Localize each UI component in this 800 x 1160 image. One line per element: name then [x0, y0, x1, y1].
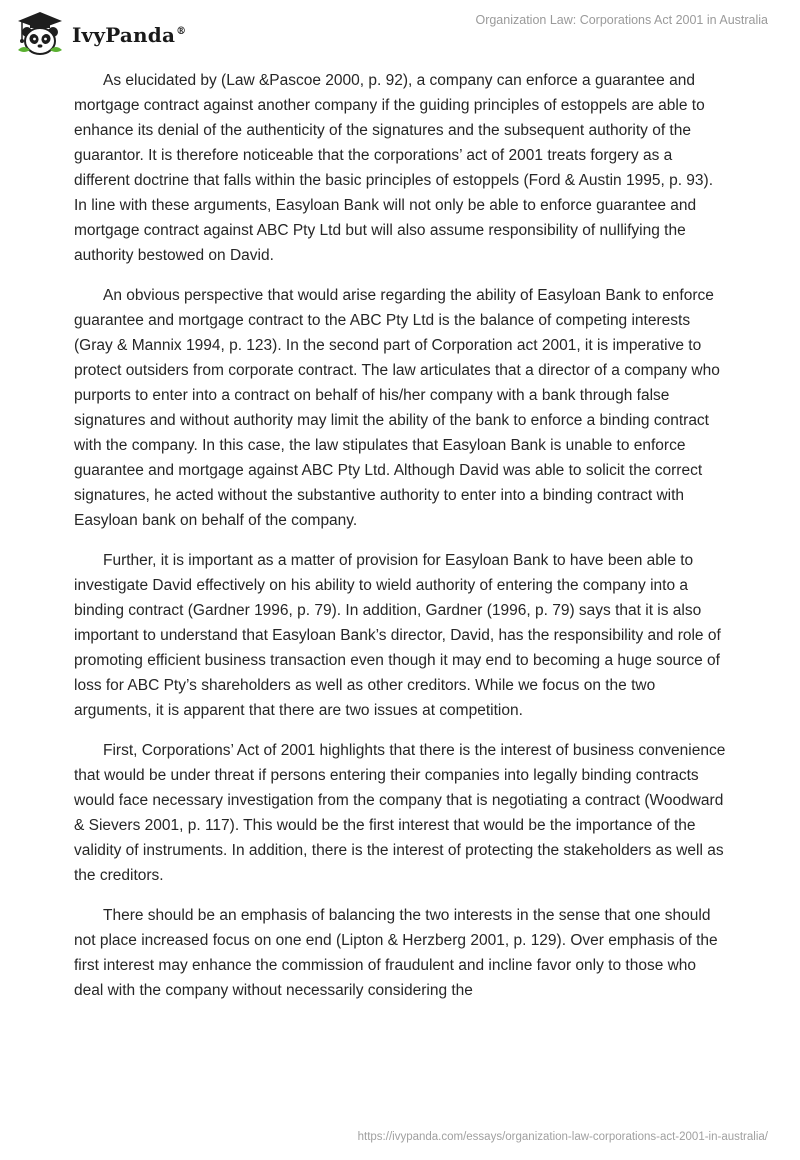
- page-header: [0, 0, 800, 70]
- brand-name: IvyPanda®: [72, 23, 187, 47]
- paragraph: An obvious perspective that would arise regarding the ability of Easyloan Bank to enforce guarantee and mortgage contract to the ABC Pty Ltd is the balance of competing interests (Gray & Mannix 1994, p. 123). In the second part of Corporation act 2001, it is imperative to protect outsiders from corporate contract. The law articulates that a director of a company who purports to enter into a contract on behalf of his/her company with a bank through false signatures and without authority may limit the ability of the bank to enforce a binding contract with the company. In this case, the law stipulates that Easyloan Bank is unable to enforce guarantee and mortgage against ABC Pty Ltd. Although David was able to solicit the correct signatures, he acted without the substantive authority to enter into a binding contract with Easyloan bank on behalf of the company.: [74, 287, 720, 529]
- paragraph: There should be an emphasis of balancing the two interests in the sense that one should not place increased focus on one end (Lipton & Herzberg 2001, p. 129). Over emphasis of the first interest may enhance the commission of fraudulent and incline favor only to those who deal with the company without necessarily considering the: [74, 907, 718, 999]
- paragraph: Further, it is important as a matter of provision for Easyloan Bank to have been able to investigate David effectively on his ability to wield authority of entering the company into a binding contract (Gardner 1996, p. 79). In addition, Gardner (1996, p. 79) says that it is also important to understand that Easyloan Bank’s director, David, has the responsibility and role of promoting efficient business transaction even though it may end to becoming a huge source of loss for ABC Pty’s shareholders as well as other creditors. While we focus on the two arguments, it is apparent that there are two issues at competition.: [74, 552, 721, 719]
- source-url[interactable]: https://ivypanda.com/essays/organization-law-corporations-act-2001-in-australia/: [357, 1131, 768, 1143]
- document-title: Organization Law: Corporations Act 2001 in Australia: [475, 13, 768, 27]
- paragraph: First, Corporations’ Act of 2001 highlights that there is the interest of business convenience that would be under threat if persons entering their companies into legally binding contracts would face necessary investigation from the company that is negotiating a contract (Woodward & Sievers 2001, p. 117). This would be the first interest that would be the importance of the validity of instruments. In addition, there is the interest of protecting the stakeholders as well as the creditors.: [74, 742, 726, 884]
- paragraph: As elucidated by (Law &Pascoe 2000, p. 92), a company can enforce a guarantee and mortgage contract against another company if the guiding principles of estoppels are able to enhance its denial of the authenticity of the signatures and the subsequent authority of the guarantor. It is therefore noticeable that the corporations’ act of 2001 treats forgery as a different doctrine that falls within the basic principles of estoppels (Ford & Austin 1995, p. 93). In line with these arguments, Easyloan Bank will not only be able to enforce guarantee and mortgage contract against ABC Pty Ltd but will also assume responsibility of nullifying the authority bestowed on David.: [74, 72, 714, 264]
- panda-graduate-icon: [14, 10, 66, 58]
- brand-registered-mark: ®: [176, 26, 187, 38]
- brand-logo[interactable]: [14, 10, 186, 58]
- essay-body: [74, 68, 726, 1018]
